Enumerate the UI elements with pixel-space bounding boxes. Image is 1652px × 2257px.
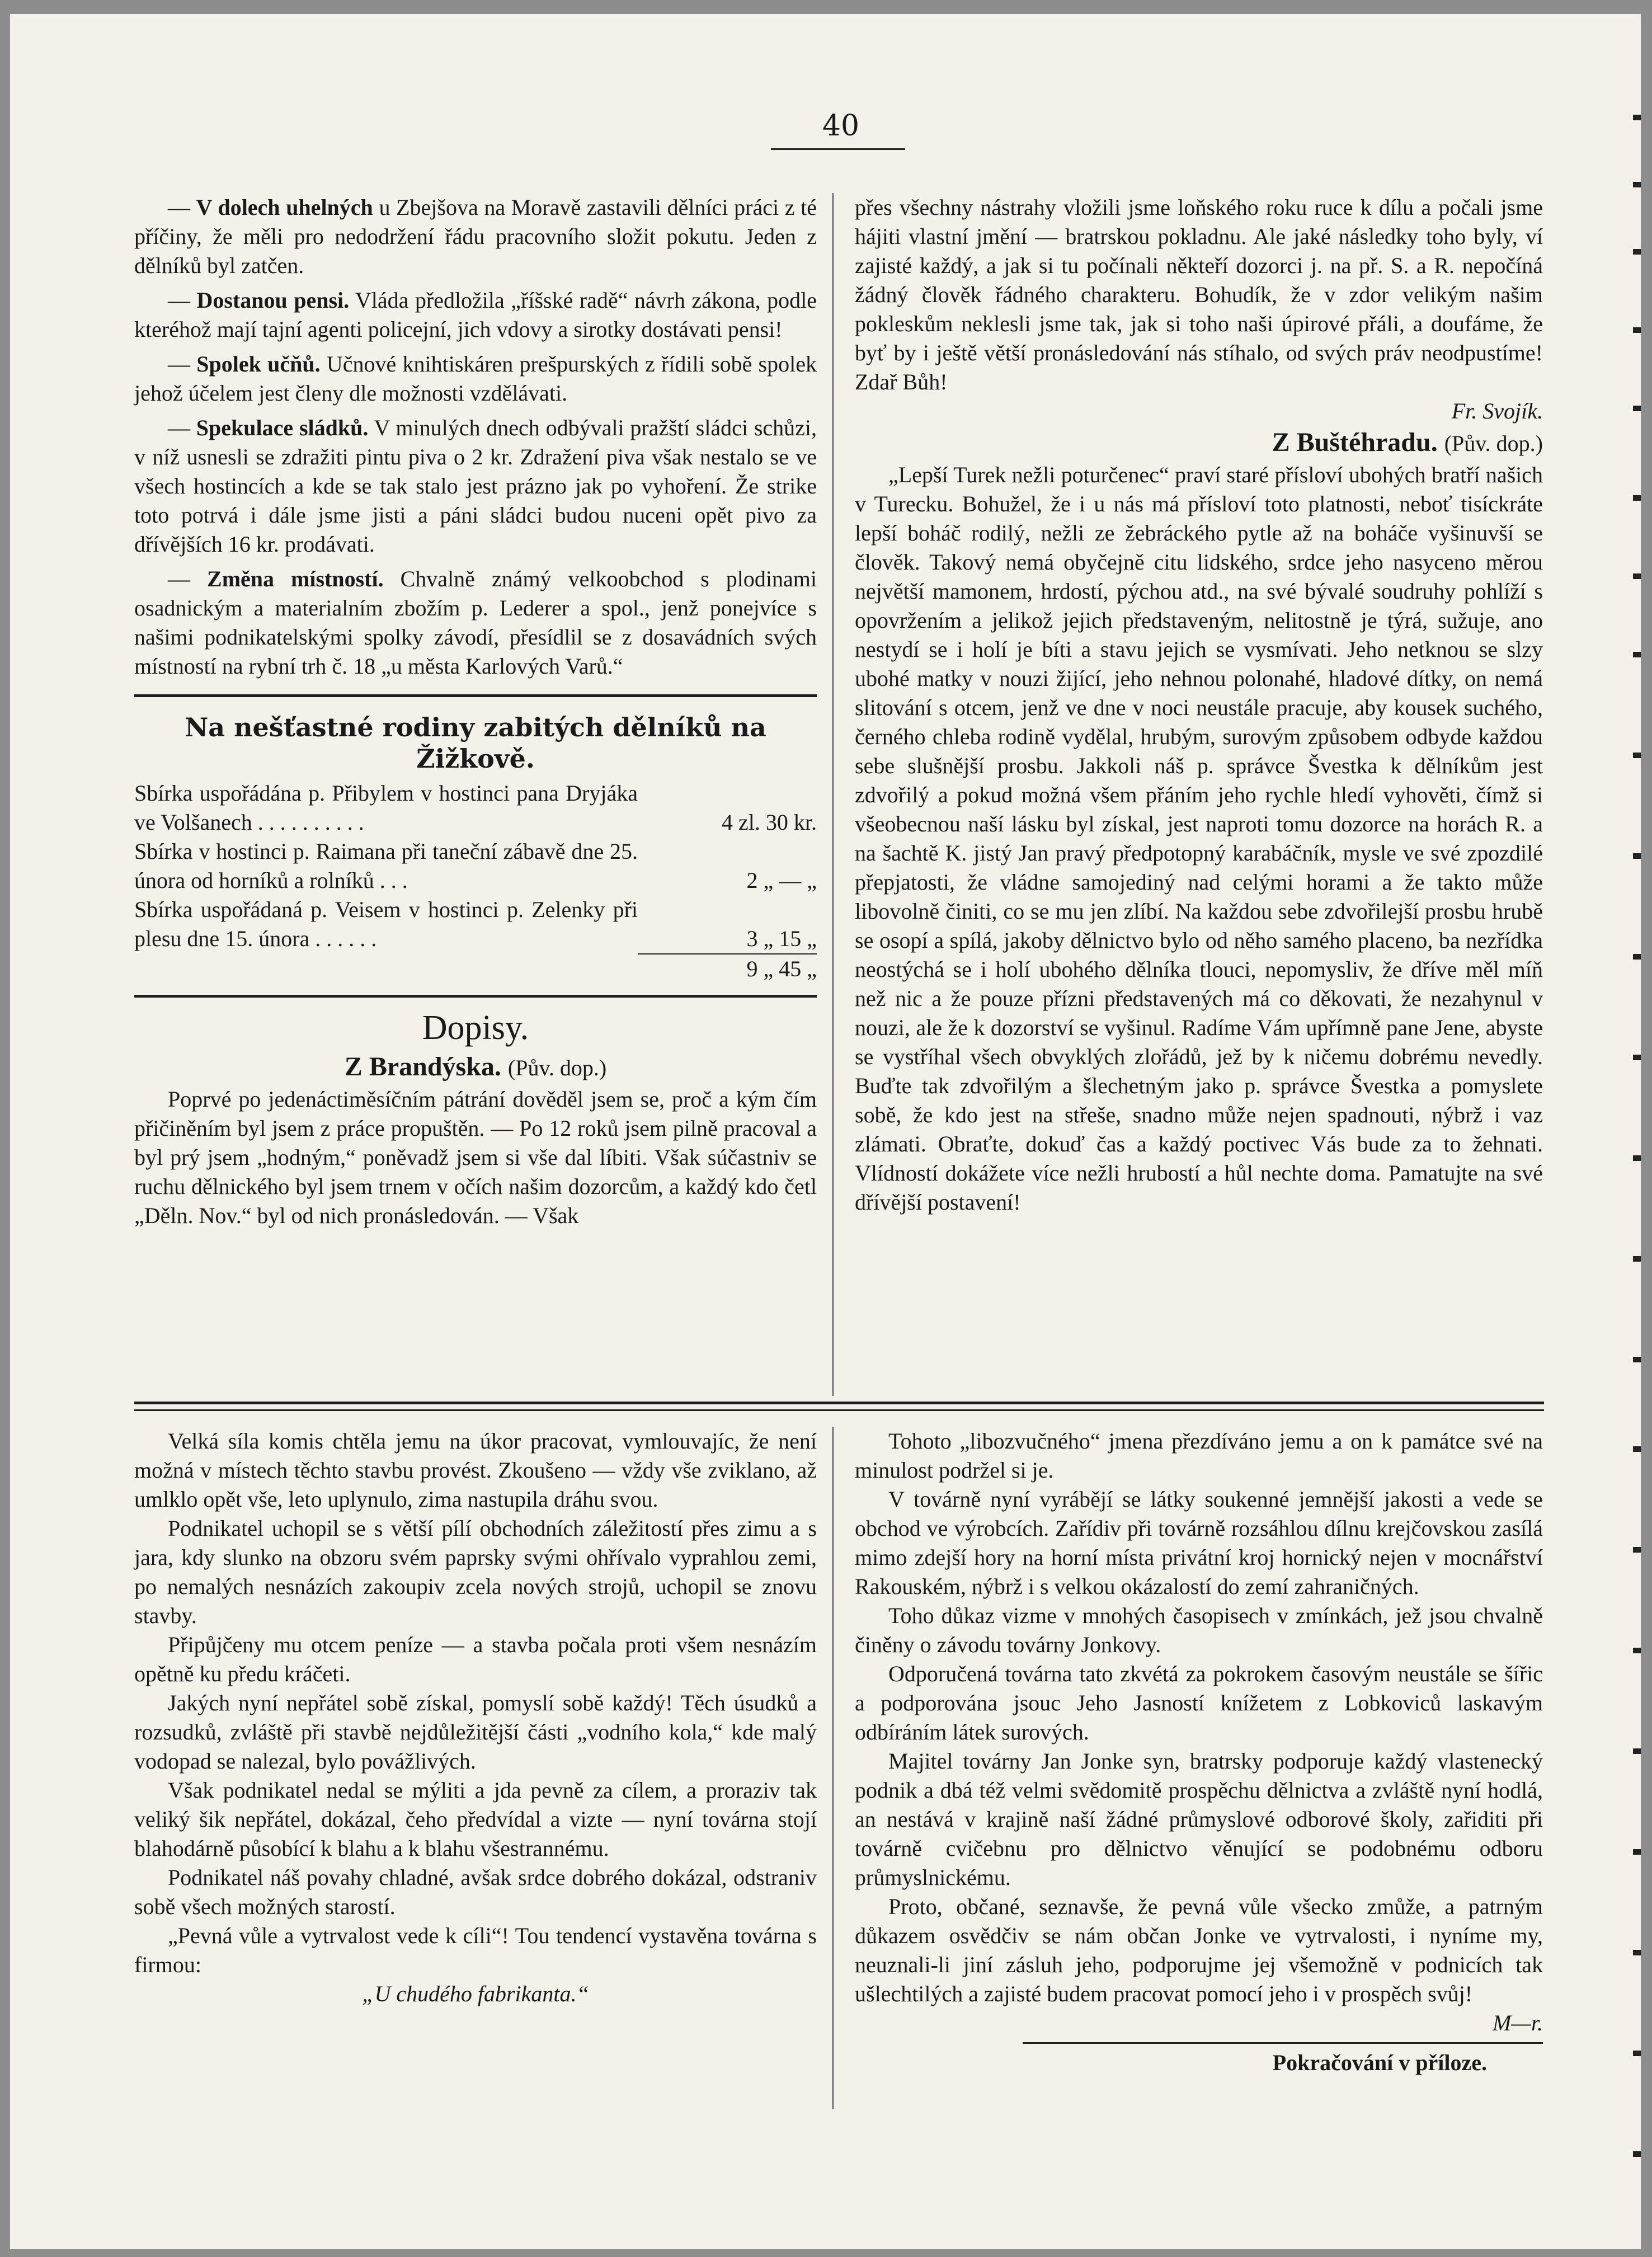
news-item: — Dostanou pensi. Vláda předložila „říšské radě“ návrh zákona, podle kteréhož mají tajní agenti policejní, jich vdovy a sirotky dostávati pensi!	[134, 288, 817, 342]
fund-total-row	[134, 953, 817, 984]
paragraph: Jakých nyní nepřátel sobě získal, pomyslí sobě každý! Těch úsudků a rozsudků, zvláště při stavbě nejdůležitější části „vodního kola,“ kde malý vodopad se nalezal, bylo povážlivých.	[134, 1690, 817, 1774]
paragraph: „Pevná vůle a vytrvalost vede k cíli“! Tou tendencí vystavěna továrna s firmou:	[134, 1923, 817, 1977]
page-number: 40	[822, 109, 860, 143]
newspaper-page	[10, 14, 1641, 2249]
continued-note: Pokračování v příloze.	[1272, 2050, 1487, 2075]
news-item: — Spolek učňů. Učnové knihtiskáren prešpurských z řídili sobě spolek jehož účelem jest členy dle možnosti vzdělávati.	[134, 351, 817, 406]
column-divider	[832, 1427, 834, 2109]
letter-body: „Lepší Turek nežli poturčenec“ praví staré přísloví ubohých bratří našich v Turecku. Bohužel, že i u nás má přísloví toto platnosti, neboť tisíckráte lepší boháč rodilý, nežli ze žebráckého pytle až na boháče vyšinuvší se člověk. Takový nemá obyčejně citu lidského, srdce jeho nasyceno měrou největší mamonem, hrdostí, pýchou atd., na své bývalé soudruhy pohlíží s opovržením a jelikož jejich představeným, nelitostně je týrá, sužuje, ano nestydí se i holí je bíti a stavu jejich se vysmívati. Jeho netknou se slzy ubohé matky v nouzi žijící, jeho nehnou polonahé, hladové dítky, on nemá slitování s otcem, jenž ve dne v noci neustále pracuje, aby kousek suchého, černého chleba rodině vydělal, hrubým, surovým způsobem odbyde každou sebe slušnější prosbu. Jakkoli náš p. správce Švestka k dělníkům jest zdvořilý a pokud možná všem přáním jeho rychle hledí vyhověti, čímž si všeobecnou naší lásku byl získal, jest naproti tomu dozorce na horách R. a na šachtě K. jistý Jan pravý předpotopný karabáčník, mysle ve své zpozdilé přepjatosti, že vládne samojediný nad celými horami a že takto může libovolně činiti, co se mu jen zlíbí. Na každou sebe zdvořilejší prosbu hrubě se osopí a spílá, jakoby dělnictvo bylo od něho samého placeno, ba nezřídka neostýchá se i holí ubohého dělníka tlouci, nepomysliv, že dříve měl míň než nic a že pouze přízni představených má co děkovati, že nezahynul v nouzi, ale že k dozorství se vyšinul. Radíme Vám upřímně pane Jene, abyste se vystříhal všech obvyklých zlořádů, jež by k ničemu dobrému nevedly. Buďte tak zdvořilým a šlechetným jako p. správce Švestka a pomyslete sobě, že kdo jest na střeše, snadno může nejen spadnouti, nýbrž i vaz zlámati. Obraťte, dokuď čas a každý poctivec Vás bude za to žehnati. Vlídností dokážete více nežli hrubostí a hůl nechte doma. Pamatujte na své dřívější postavení!	[855, 462, 1543, 1215]
fund-row: Sbírka uspořádána p. Přibylem v hostinci pana Dryjáka ve Volšanech . . . . . . . . . . 4 zl. 30 kr.	[134, 780, 817, 835]
paragraph: Tohoto „libozvučného“ jmena přezdíváno jemu a on k památce své na minulost podržel si je.	[855, 1428, 1543, 1483]
paragraph: Připůjčeny mu otcem peníze — a stavba počala proti všem nesnázím opětně ku předu kráčeti.	[134, 1632, 817, 1686]
paragraph: Podnikatel uchopil se s větší pílí obchodních záležitostí přes zimu a s jara, kdy slunko na obzoru svém paprsky svými ohřívalo vyprahlou zemi, po nemalých nesnázích zakoupiv zcela nových strojů, uchopil se znovu stavby.	[134, 1516, 817, 1628]
page-number-rule	[771, 148, 905, 150]
news-item: — Spekulace sládků. V minulých dnech odbývali pražští sládci schůzi, v níž usnesli se zdražiti pintu piva o 2 kr. Zdražení piva však nestalo se ve všech hostincích a kde se tak stalo jest prázno jak po vyhoření. Že strike toto potrvá i dále jsme jisti a páni sládci budou nuceni opět pivo za dřívějších 16 kr. prodávati.	[134, 415, 817, 557]
section-title: Dopisy.	[422, 1009, 529, 1047]
article-signature: M—r.	[1492, 2010, 1543, 2035]
letter-continuation: přes všechny nástrahy vložili jsme loňského roku ruce k dílu a počali jsme hájiti vlastní jmění — bratrskou pokladnu. Ale jaké následky toho byly, ví zajisté každý, a jak si tu počínali někteří dozorci j. na př. S. a R. nepočíná žádný člověk řádného charakteru. Bohudík, že v zdor velikým našim pokleskům neklesli jsme tak, jak si toho naši úpirové přáli, a doufáme, že byť by i ještě větší pronásledování nás stíhalo, od svých práv neodpustíme! Zdař Bůh!	[855, 195, 1543, 394]
horizontal-double-rule	[134, 1402, 1544, 1404]
right-column	[855, 193, 1543, 1217]
news-item: — V dolech uhelných u Zbejšova na Moravě zastavili dělníci práci z té příčiny, že měli pro nedodržení řádu pracovního složit pokutu. Jeden z dělníků byl zatčen.	[134, 195, 817, 278]
letter-heading: Z Buštéhradu. (Pův. dop.)	[1272, 427, 1543, 457]
paragraph: Proto, občané, seznavše, že pevná vůle všecko zmůže, a patrným důkazem osvědčiv se nám občan Jonke ve vytrvalosti, i nyníme my, neuznali-li jiní zásluh jeho, podporujme jej všemožně v podnicích tak ušlechtilých a zajisté budem pracovat pomocí jeho i v prospěch svůj!	[855, 1894, 1543, 2006]
fund-row: Sbírka v hostinci p. Raimana při taneční zábavě dne 25. února od horníků a rolníků . . . 2 „ — „	[134, 839, 817, 893]
page-edge-marks	[1633, 14, 1641, 2249]
left-column	[134, 193, 817, 1230]
paragraph: Však podnikatel nedal se mýliti a jda pevně za cílem, a proraziv tak veliký šik nepřátel, dokázal, čeho předvídal a vizte — nyní továrna stojí blahodárně působící k blahu a k blahu všestrannému.	[134, 1778, 817, 1861]
paragraph: Majitel továrny Jan Jonke syn, bratrsky podporuje každý vlastenecký podnik a dbá též velmi svědomitě prospěchu dělnictva a zvláště nyní hodlá, an nestává v krajině naší žádné průmyslové odborové školy, zařiditi při továrně cvičebnu pro dělnictvo věnující se podobnému odboru průmyslnickému.	[855, 1748, 1543, 1890]
letter-signature: Fr. Svojík.	[1451, 398, 1543, 424]
paragraph: Velká síla komis chtěla jemu na úkor pracovat, vymlouvajíc, že není možná v místech těchto stavbu provést. Zkoušeno — vždy vše zviklano, až umlklo opět vše, leto uplynulo, zima nastupila dráhu svou.	[134, 1428, 817, 1512]
fund-list	[134, 779, 817, 984]
news-item: — Změna místností. Chvalně známý velkoobchod s plodinami osadnickým a materialním zbožím p. Lederer a spol., jenž ponejvíce s našimi podnikatelskými spolky závodí, přesídlil se z dosavádních svých místností na rybní trh č. 18 „u města Karlových Varů.“	[134, 566, 817, 679]
section-divider	[134, 694, 817, 697]
column-divider	[832, 193, 834, 1396]
bottom-right-column	[855, 1427, 1543, 2077]
firm-name: „U chudého fabrikanta.“	[362, 1981, 589, 2006]
bottom-left-column	[134, 1427, 817, 2009]
fund-row: Sbírka uspořádaná p. Veisem v hostinci p. Zelenky při plesu dne 15. února . . . . . . 3 „ 15 „	[134, 897, 817, 951]
fund-title: Na nešťastné rodiny zabitých dělníků na Žižkově.	[185, 712, 766, 774]
paragraph: V továrně nyní vyrábějí se látky soukenné jemnější jakosti a vede se obchod ve výrobcích. Zařídiv při továrně rozsáhlou dílnu krejčovskou zasílá mimo zdejší hory na horní místa privátní kroj hornický nejen v mocnářství Rakouském, nýbrž i s velkou okázalostí do zemí zahraničných.	[855, 1487, 1543, 1599]
paragraph: Odporučená továrna tato zkvétá za pokrokem časovým neustále se šířic a podporována jsouc Jeho Jasností knížetem z Lobkoviců laskavým odbíráním látek surových.	[855, 1661, 1543, 1745]
continuation-rule	[1023, 2042, 1543, 2044]
fund-total: 9 „ 45 „	[638, 953, 817, 984]
letter-body: Poprvé po jedenáctiměsíčním pátrání dověděl jsem se, proč a kým čím přičiněním byl jsem z práce propuštěn. — Po 12 roků jsem pilně pracoval a byl prý jsem „hodným,“ poněvadž jsem si vše dal líbiti. Však súčastniv se ruchu dělnického byl jsem trnem v očích našim dozorcům, a každý kdo četl „Děln. Nov.“ byl od nich pronásledován. — Však	[134, 1087, 817, 1228]
letter-heading: Z Brandýska. (Pův. dop.)	[344, 1052, 607, 1082]
section-divider	[134, 995, 817, 998]
paragraph: Podnikatel náš povahy chladné, avšak srdce dobrého dokázal, odstraniv sobě všech možných starostí.	[134, 1865, 817, 1919]
paragraph: Toho důkaz vizme v mnohých časopisech v zmínkách, jež jsou chvalně činěny o závodu továrny Jonkovy.	[855, 1603, 1543, 1657]
horizontal-double-rule	[134, 1409, 1544, 1411]
